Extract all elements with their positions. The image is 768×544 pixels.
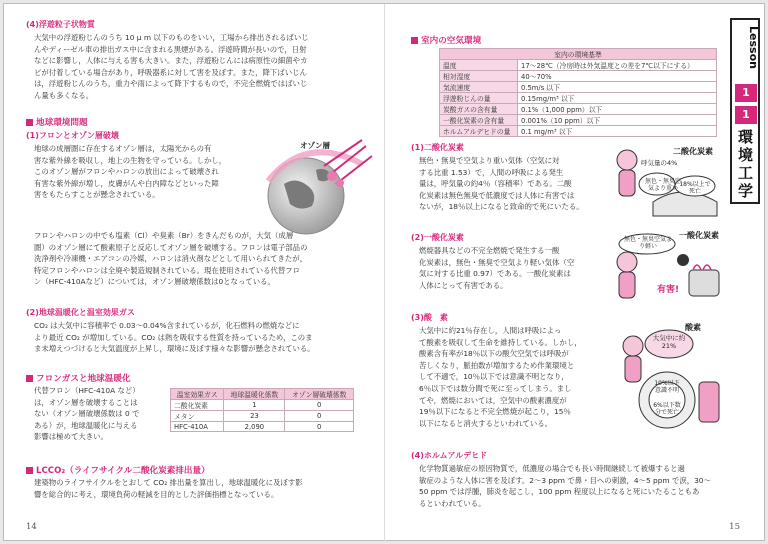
indoor-standards-table (439, 48, 717, 137)
text-line: ん量も多くなる。 (34, 90, 94, 100)
co-fig-warning: 有害! (657, 285, 680, 295)
table-cell: 0 (285, 400, 354, 411)
ozone-heading: (1)フロンとオゾン層破壊 (26, 131, 119, 140)
o2-fig-bubble: 6%以下数分で死亡 (653, 402, 681, 416)
section-title-text: 地球環境問題 (36, 118, 88, 128)
lesson-tab (730, 18, 760, 204)
text-line: ビが付着している場合があり，呼吸器系に対して害を及ぼす。また，降下ばいじん (34, 67, 307, 77)
text-line: んやディーゼル車の排出ガス中に含まれる黒煙がある。浮遊時間が長いので，日射 (34, 44, 307, 54)
text-line: 建築物のライフサイクルをとおして CO₂ 排出量を算出し，地球温暖化に及ぼす影 (34, 478, 303, 487)
particulate-heading: (4)浮遊粒子状物質 (26, 20, 95, 29)
text-line: 無色・無臭で空気より重い気体（空気に対 (419, 156, 560, 165)
table-value: 0.001%（10 ppm）以下 (518, 115, 717, 126)
text-line: 代替フロン（HFC-410A など） (34, 386, 140, 395)
page-number-left: 14 (26, 522, 37, 532)
warming-text (34, 320, 374, 355)
table-key: 炭酸ガスの含有量 (440, 104, 518, 115)
text-line: 害をもたらすことが懸念されている。 (34, 190, 160, 200)
lesson-label (737, 24, 760, 80)
section-bullet (26, 467, 33, 474)
section-bullet (411, 37, 418, 44)
table-cell: メタン (171, 411, 224, 422)
ozone-layer-label: オゾン層 (300, 141, 330, 150)
right-page (385, 4, 766, 542)
table-key: 相対湿度 (440, 71, 518, 82)
co-heading: (2)一酸化炭素 (411, 233, 464, 242)
table-row (440, 82, 717, 93)
text-line: 化炭素は無色無臭で低濃度では人体に有害では (419, 190, 575, 200)
table-row (171, 411, 354, 422)
co-figure (613, 230, 723, 304)
o2-figure (619, 322, 725, 434)
text-line: 以下になると消火するといわれている。 (419, 418, 553, 428)
section-title-text: 室内の空気環境 (421, 36, 482, 46)
text-line: 洗浄剤や冷凍機・エアコンの冷媒，ハロンは消火剤などとして用いられてきたが， (34, 254, 308, 264)
left-page (4, 4, 384, 542)
text-line: などに影響し，人体に与える害も大きい。また，浮遊粉じんには病原性の細菌やカ (34, 56, 308, 66)
text-line: 19％以下になると不完全燃焼が起こり，15％ (419, 407, 571, 417)
co-fig-bubble: 無色・無臭空気より軽い (623, 236, 672, 250)
lesson-number: 1 (735, 84, 757, 102)
book-spread (3, 3, 765, 541)
table-cell: 23 (224, 411, 285, 422)
particulate-text (34, 32, 372, 102)
co2-text (419, 155, 607, 213)
ozone-text (34, 143, 266, 201)
text-line: 6％以下では数分間で死に至ってしまう。まし (419, 383, 572, 393)
text-line: 大気中の浮遊粉じんのうち 10 μ m 以下のものをいい，工場から排出されるばいじ (34, 33, 309, 42)
table-row (171, 422, 354, 432)
table-row (440, 71, 717, 82)
table-value: 17〜28℃（冷房時は外気温度との差を7℃以下にする） (518, 60, 717, 71)
text-line: 化学物質過敏症の原因物質で，低濃度の場合でも長い時間継続して被爆すると過 (419, 464, 685, 473)
o2-fig-bubble: 10%以下意識不明 (654, 380, 680, 394)
text-line: 苦しくなり，脈拍数が増加するため作業環境と (419, 360, 575, 370)
text-line: は，浮遊粉じんのうち，重力や雨によって降下するもので，不完全燃焼ではばいじ (34, 79, 308, 89)
o2-text (419, 325, 615, 429)
text-line: 有害な紫外線が増し，皮膚がんや白内障などといった障 (34, 178, 219, 188)
global-section-title (26, 116, 88, 128)
o2-fig-title: 酸素 (685, 323, 701, 332)
co2-fig-bubble: 18%以上で死亡 (679, 181, 711, 195)
text-line: 特定フロンやハロンは全廃や製造規制されている。現在使用されている代替フロ (34, 265, 301, 275)
section-bullet (26, 119, 33, 126)
text-line: 影響は極めて大きい。 (34, 432, 108, 442)
text-line: 50 ppm では浮腫，肺炎を起こし，100 ppm 程度以上になると死にいたることもあ (419, 487, 700, 497)
formaldehyde-text (419, 463, 727, 509)
co2-heading: (1)二酸化炭素 (411, 143, 464, 152)
warming-heading: (2)地球温暖化と温室効果ガス (26, 308, 135, 317)
co-text (419, 245, 609, 291)
table-row (440, 115, 717, 126)
table-value: 0.15mg/m³ 以下 (518, 93, 717, 104)
table-value: 0.5m/s 以下 (518, 82, 717, 93)
table-value: 40〜70% (518, 71, 717, 82)
text-line: する比重 1.53）で，人間の呼吸による発生 (419, 167, 564, 177)
table-value: 0.1 mg/m³ 以下 (518, 126, 717, 137)
text-line: 化炭素は，無色・無臭で空気より軽い気体（空 (419, 257, 575, 267)
indoor-section-title (411, 34, 481, 46)
section-bullet (26, 375, 33, 382)
text-line: 圏）のオゾン層にて酸素原子と反応してオゾン層を破壊する。フロンは電子部品の (34, 242, 308, 252)
table-cell: 2,090 (224, 422, 285, 432)
text-line: は，オゾン層を破壊することは (34, 397, 138, 407)
table-row (440, 126, 717, 137)
page-number-right: 15 (729, 522, 740, 532)
co-fig-title: 一酸化炭素 (679, 231, 719, 240)
text-line: ないが，18％以上になると致命的で死にいたる。 (419, 202, 584, 212)
text-line: 敏症のような人体に害を及ぼす。2〜3 ppm で鼻・目への刺激，4〜5 ppm で涙，30〜 (419, 475, 711, 485)
text-line: 気に対する比重 0.97）である。一酸化炭素は (419, 269, 571, 279)
text-line: 大気中に約21％存在し，人間は呼吸によっ (419, 326, 562, 335)
table-cell: 0 (285, 411, 354, 422)
lesson-text: Lesson (747, 26, 760, 69)
table-key: 一酸化炭素の含有量 (440, 115, 518, 126)
text-line: ま未増えつづけると大気温度が上昇し，環境に及ぼす様々な影響が懸念されている。 (34, 344, 315, 354)
text-line: ン（HFC-410Aなど）については，オゾン層破壊係数は0となっている。 (34, 277, 275, 287)
text-line: てや，燃焼においては，空気中の酸素濃度が (419, 395, 567, 405)
o2-fig-bubble: 大気中に約21% (652, 334, 686, 350)
freon-section-title (26, 372, 131, 384)
table-header-row (171, 389, 354, 400)
text-line: このオゾン層がフロンやハロンの放出によって破壊され (34, 167, 219, 177)
table-caption: 室内の環境基準 (440, 49, 717, 60)
table-row (440, 60, 717, 71)
text-line: 地球の成層圏に存在するオゾン層は，太陽光からの有 (34, 144, 212, 153)
text-line: て酸素を吸収して生命を維持している。しかし， (419, 337, 582, 347)
table-value: 0.1%（1,000 ppm）以下 (518, 104, 717, 115)
text-line: ある）が，地球温暖化に与える (34, 420, 138, 430)
table-header: 温室効果ガス (171, 389, 224, 400)
table-cell: 0 (285, 422, 354, 432)
ghg-table (170, 388, 354, 432)
text-line: ない（オゾン層破壊係数は 0 で (34, 409, 140, 419)
subject-title: 環境工学 (738, 128, 754, 200)
table-row (171, 400, 354, 411)
co2-fig-bubble: 無色・無臭空気より重い (644, 178, 681, 192)
o2-heading: (3)酸 素 (411, 313, 448, 322)
text-line: 酸素含有率が18％以下の酸欠空気では呼吸が (419, 349, 569, 359)
table-key: 温度 (440, 60, 518, 71)
text-line: フロンやハロンの中でも塩素（Cl）や臭素（Br）をきんだものが，大気（成層 (34, 231, 294, 240)
table-cell: HFC-410A (171, 422, 224, 432)
text-line: るといわれている。 (419, 498, 486, 508)
co2-figure (613, 142, 723, 218)
lcco2-text (34, 477, 374, 500)
table-row (440, 93, 717, 104)
text-line: して不適で，10％以下では意識不明となり， (419, 372, 569, 382)
text-line: 燃焼器具などの不完全燃焼で発生する一酸 (419, 246, 560, 255)
co2-fig-bubble: 呼気量の4% (641, 159, 678, 167)
section-title-text: フロンガスと地球温暖化 (36, 374, 131, 384)
text-line: より最近 CO₂ が増加している。CO₂ は熱を吸収する性質を持っているため，このま (34, 332, 313, 342)
table-header: 地球温暖化係数 (224, 389, 285, 400)
table-header-row (440, 49, 717, 60)
text-line: CO₂ は大気中に容積率で 0.03〜0.04%含まれているが，化石燃料の燃焼などに (34, 321, 300, 330)
chapter-number: 1 (735, 106, 757, 124)
freon-text (34, 385, 164, 443)
table-cell: 二酸化炭素 (171, 400, 224, 411)
section-title-text: LCCO₂（ライフサイクル二酸化炭素排出量） (36, 466, 210, 476)
formaldehyde-heading: (4)ホルムアルデヒド (411, 451, 488, 460)
text-line: 人体にとって有害である。 (419, 280, 508, 290)
text-line: 量は，呼気量の約4％（容積率）である。二酸 (419, 179, 572, 189)
table-key: 浮遊粉じんの量 (440, 93, 518, 104)
text-line: 害な紫外線を吸収し，地上の生物を守っている。しかし， (34, 155, 227, 165)
text-line: 響を総合的に考え，環境負荷の軽減を目的とした評価指標となっている。 (34, 489, 279, 499)
ozone-figure (266, 136, 376, 226)
lcco2-section-title (26, 464, 210, 476)
table-row (440, 104, 717, 115)
co2-fig-title: 二酸化炭素 (673, 147, 713, 156)
ozone-text-full (34, 230, 374, 288)
table-key: 気流速度 (440, 82, 518, 93)
table-cell: 1 (224, 400, 285, 411)
table-key: ホルムアルデヒドの量 (440, 126, 518, 137)
table-header: オゾン層破壊係数 (285, 389, 354, 400)
